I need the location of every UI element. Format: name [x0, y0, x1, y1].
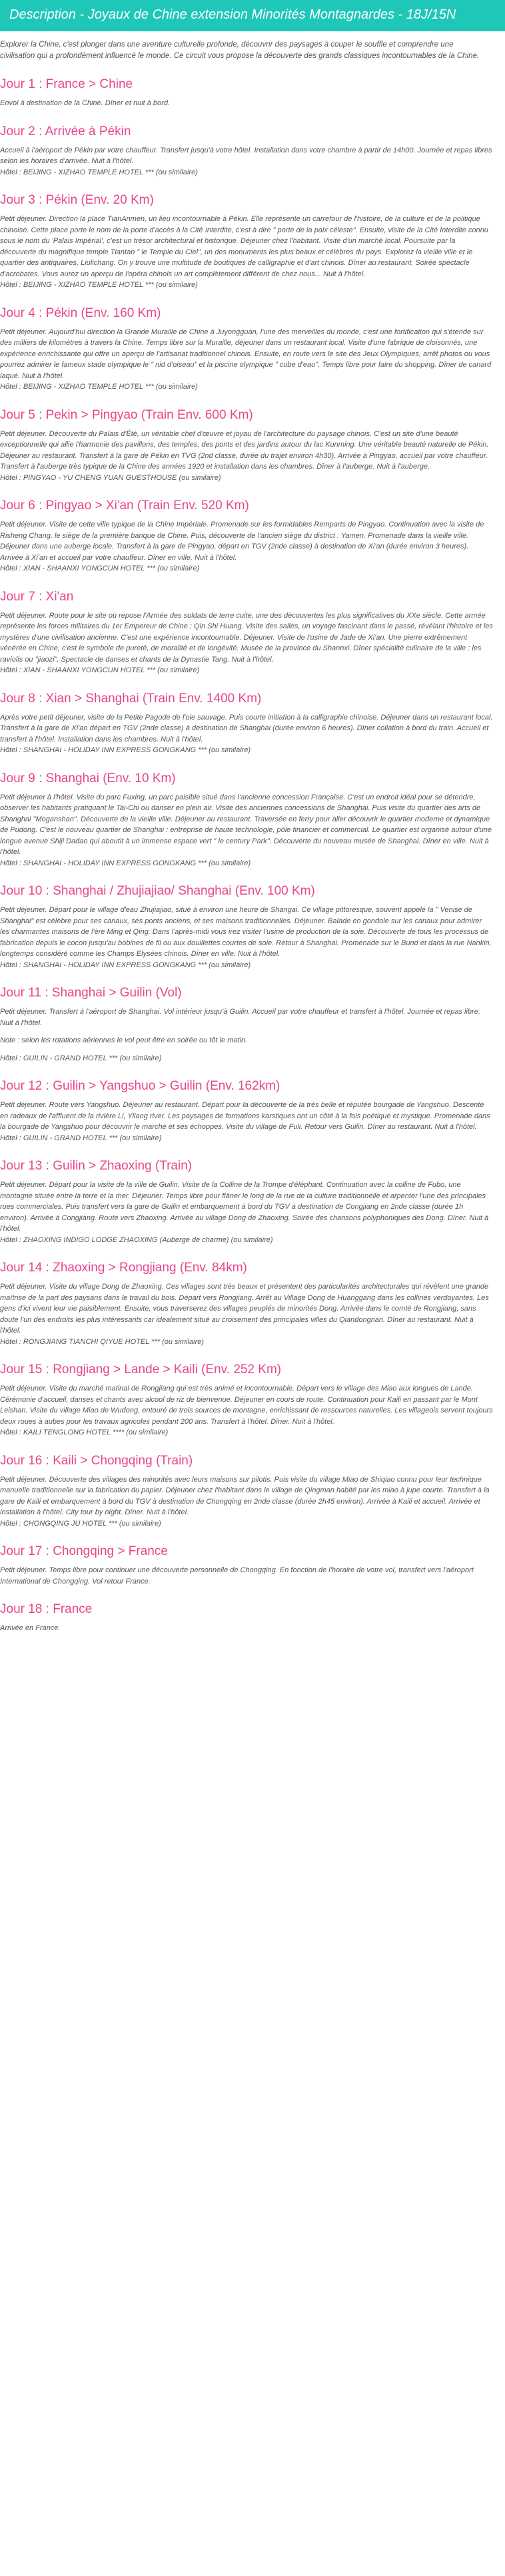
day-heading: Jour 11 : Shanghai > Guilin (Vol)	[0, 986, 182, 1000]
day-text: Petit déjeuner. Visite du marché matinal de Rongjiang qui est très animé et incontournable. Départ vers le village des Miao aux longues de Lande. Cérémonie d'accueil, danses et chants avec alcool de riz de bienvenue. Déjeuner en cours de route. Continuation pour Kaili en passant par le Mont Leishan. Visite du village Miao de Wudong, entouré de trois sources de montagne, enrichissant de ressources naturelles. Les villageois servent toujours deux roues à aubes pour les travaux agricoles pendant 200 ans. Transfert à l'hôtel. Dîner. Nuit à l'hôtel. Hôtel : KAILI TENGLONG HOTEL **** (ou similaire)	[0, 1385, 493, 1436]
day-heading: Jour 16 : Kaili > Chongqing (Train)	[0, 1453, 193, 1468]
day-heading: Jour 17 : Chongqing > France	[0, 1544, 168, 1558]
day-section	[0, 77, 493, 109]
day-text: Petit déjeuner. Visite de cette ville typique de la Chine Impériale. Promenade sur les formidables Remparts de Pingyao. Continuation avec la visite de Risheng Chang, le siège de la première banque de Chine. Puis, découverte de l'ancien siège du district : Yamen. Promenade dans la vieille ville. Déjeuner dans une auberge locale. Transfert à la gare de Pingyao, départ en TGV (2nde classe) à destination de Xi'an (durée environ 3 heures). Arrivée à Xi'an et accueil par votre chauffeur. Dîner en ville. Nuit à l'hôtel. Hôtel : XIAN - SHAANXI YONGCUN HOTEL *** (ou similaire)	[0, 521, 484, 572]
day-heading: Jour 13 : Guilin > Zhaoxing (Train)	[0, 1159, 193, 1173]
day-section	[0, 192, 493, 291]
day-text: Arrivée en France.	[0, 1624, 61, 1632]
day-heading: Jour 3 : Pékin (Env. 20 Km)	[0, 193, 154, 207]
day-heading: Jour 12 : Guilin > Yangshuo > Guilin (Env. 162km)	[0, 1079, 280, 1093]
day-heading: Jour 7 : Xi'an	[0, 589, 74, 604]
day-text: Envol à destination de la Chine. Dîner et nuit à bord.	[0, 99, 170, 107]
day-section	[0, 1260, 493, 1347]
day-section	[0, 883, 493, 970]
day-section	[0, 1544, 493, 1587]
day-section	[0, 1362, 493, 1438]
day-heading: Jour 15 : Rongjiang > Lande > Kaili (Env. 252 Km)	[0, 1363, 282, 1377]
day-text: Petit déjeuner. Départ pour le village d'eau Zhujiajiao, situé à environ une heure de Shangai. Ce village pittoresque, souvent appelé la " Venise de Shanghai" est célèbre pour ses canaux, ses ponts anciens, et ses maisons traditionnelles. Déjeuner. Balade en gondole sur les canaux pour admirer les charmantes maisons de l'ère Ming et Qing. Dans l'après-midi vous irez visiter l'usine de production de la soie. Découverte de tous les processus de fabrication depuis le cocon jusqu'au bobines de fil ou aux douillettes courtes de soie. Retour à Shanghai. Promenade sur le Bund et dans la rue Nankin, longtemps considéré comme les Champs Elysées chinois. Dîner en ville. Nuit à l'hôtel. Hôtel : SHANGHAI - HOLIDAY INN EXPRESS GONGKANG *** (ou similaire)	[0, 906, 492, 969]
day-heading: Jour 5 : Pekin > Pingyao (Train Env. 600 Km)	[0, 407, 253, 422]
day-section	[0, 985, 493, 1064]
day-text: Après votre petit déjeuner, visite de la Petite Pagode de l'oie sauvage. Puis courte initiation à la calligraphie chinoise. Déjeuner dans un restaurant local. Transfert à la gare de Xi'an départ en TGV (2nde classe) à destination de Shanghai (durée environ 6 heures). Dîner collation à bord du train. Accueil et transfert à l'hôtel. Installation dans les chambres. Nuit à l'hôtel. Hôtel : SHANGHAI - HOLIDAY INN EXPRESS GONGKANG *** (ou similaire)	[0, 713, 493, 754]
day-section	[0, 1602, 493, 1634]
day-text: Petit déjeuner à l'hôtel. Visite du parc Fuxing, un parc paisible situé dans l'ancienne concession Française. C'est un endroit idéal pour se détendre, observer les habitants pratiquant le Tai-Chi ou danser en plein air. Visite des anciennes concessions de Shanghai. Puis visite du quartier des arts de Shanghai "Moganshan". Découverte de la vieille ville. Déjeuner au restaurant. Traversée en ferry pour aller découvrir le quartier moderne et dynamique de Pudong. C'est le nouveau quartier de Shanghai : entreprise de haute technologie, pôle financier et commercial. Le quartier est organisé autour d'une longue avenue Shiji Dadao qui aboutit à un immense espace vert " le century Park". Découverte du nouveau musée de Shanghai. Dîner en ville. Nuit à l'hôtel. Hôtel : SHANGHAI - HOLIDAY INN EXPRESS GONGKANG *** (ou similaire)	[0, 793, 492, 867]
day-text: Petit déjeuner. Aujourd'hui direction la Grande Muraille de Chine à Juyongguan, l'une des merveilles du monde, c'est une fortification qui s'étende sur des milliers de kilomètres à travers la Chine. Temps libre sur la Muraille, déjeuner dans un restaurant local. Visite d'une fabrique de cloisonnés, une expérience enrichissante qui offre un aperçu de l'artisanat traditionnel chinois. Ensuite, en route vers le site des Jeux Olympiques, arrêt photos ou vous pourrez admirer le fameux stade olympique le " nid d'oiseau" et la piscine olympique " cube d'eau". Temps libre pour faire du shopping. Dîner de canard laqué. Nuit à l'hôtel. Hôtel : BEIJING - XIZHAO TEMPLE HOTEL *** (ou similaire)	[0, 327, 492, 391]
day-section	[0, 1158, 493, 1245]
page-title: Description - Joyaux de Chine extension Minorités Montagnardes - 18J/15N	[9, 7, 456, 22]
day-section	[0, 306, 493, 393]
day-hotel: Hôtel : GUILIN - GRAND HOTEL *** (ou similaire)	[0, 1054, 162, 1062]
day-section	[0, 498, 493, 574]
day-heading: Jour 6 : Pingyao > Xi'an (Train Env. 520 Km)	[0, 499, 249, 513]
day-text: Petit déjeuner. Découverte des villages des minorités avec leurs maisons sur pilotis. Puis visite du village Miao de Shiqiao connu pour leur technique manuelle traditionnelle sur la fabrication du papier. Déjeuner chez l'habitant dans le village de Qingman habité par les miao à jupe courte. Transfert à la gare de Kaili et embarquement à bord du TGV à destination de Chongqing en 2nde classe (durée 2h45 environ). Arrivée à Kaili et accueil. Arrivée et installation à l'hôtel. City tour by night. Dîner. Nuit à l'hôtel. Hôtel : CHONGQING JU HOTEL *** (ou similaire)	[0, 1475, 490, 1528]
day-section	[0, 1453, 493, 1530]
day-heading: Jour 18 : France	[0, 1602, 93, 1616]
day-text: Petit déjeuner. Direction la place TianAnmen, un lieu incontournable à Pékin. Elle représente un carrefour de l'histoire, de la culture et de la politique chinoise. Cette place porte le nom de la porte d'accès à la Cité Interdite, c'est à dire " porte de la paix céleste". Ensuite, visite de la Cité Interdite connu sous le nom du 'Palais Impérial', c'est un trésor architectural et historique. Déjeuner chez l'habitant. Visite d'un marché local. Poursuite par la découverte du magnifique temple Tiantan " le Temple du Ciel", un des monuments les plus beaux et célèbres du pays. Explorez la vieille ville et le quartier des antiquaires, Liulichang. On y trouve une multitude de boutiques de calligraphie et d'art chinois. Dîner au restaurant. Soirée spectacle d'acrobates. Vous aurez un aperçu de l'opéra chinois un art complètement différent de chez nous... Nuit à l'hôtel. Hôtel : BEIJING - XIZHAO TEMPLE HOTEL *** (ou similaire)	[0, 215, 488, 289]
day-section	[0, 691, 493, 756]
day-section	[0, 1078, 493, 1144]
day-heading: Jour 2 : Arrivée à Pékin	[0, 124, 131, 138]
day-section	[0, 771, 493, 869]
day-heading: Jour 4 : Pékin (Env. 160 Km)	[0, 306, 161, 320]
day-text: Petit déjeuner. Transfert à l'aéroport de Shanghai. Vol intérieur jusqu'à Guilin. Accueil par votre chauffeur et transfert à l'hôtel. Journée et repas libre. Nuit à l'hôtel.	[0, 1008, 480, 1027]
day-heading: Jour 1 : France > Chine	[0, 77, 133, 91]
day-section	[0, 124, 493, 178]
day-text: Accueil à l'aéroport de Pékin par votre chauffeur. Transfert jusqu'à votre hôtel. Installation dans votre chambre à partir de 14h00. Journée et repas libres selon les horaires d'arrivée. Nuit à l'hôtel. Hôtel : BEIJING - XIZHAO TEMPLE HOTEL *** (ou similaire)	[0, 146, 492, 176]
day-heading: Jour 8 : Xian > Shanghai (Train Env. 1400 Km)	[0, 691, 262, 706]
day-heading: Jour 9 : Shanghai (Env. 10 Km)	[0, 771, 176, 785]
title-banner	[0, 0, 505, 31]
days-list	[0, 77, 493, 1634]
itinerary-content	[0, 39, 505, 1634]
day-section	[0, 589, 493, 676]
day-note: Note : selon les rotations aériennes le vol peut être en soirée ou tôt le matin.	[0, 1036, 248, 1044]
day-text: Petit déjeuner. Départ pour la visite de la ville de Guilin. Visite de la Colline de la Trompe d'éléphant. Continuation avec la colline de Fubo, une montagne située entre la terre et la mer. Déjeuner. Temps libre pour flâner le long de la rue de la culture traditionnelle et arpenter l'une des principales rues commerciales. Puis transfert vers la gare de Guilin et embarquement à bord du TGV à destination de Congjiang en 2nde classe (durée 1h environ). Arrivée à Congjiang. Route vers Zhaoxing. Arrivée au village Dong de Zhaoxing. Soirée des chansons polyphoniques des Dong. Dîner. Nuit à l'hôtel. Hôtel : ZHAOXING INDIGO LODGE ZHAOXING (Auberge de charme) (ou similaire)	[0, 1181, 489, 1244]
day-text: Petit déjeuner. Temps libre pour continuer une découverte personnelle de Chongqing. En fonction de l'horaire de votre vol, transfert vers l'aéroport International de Chongqing. Vol retour France.	[0, 1566, 474, 1586]
day-section	[0, 407, 493, 484]
day-text: Petit déjeuner. Route vers Yangshuo. Déjeuner au restaurant. Départ pour la découverte de la très belle et réputée bourgade de Yangshuo. Descente en radeaux de l'affluent de la rivière Li, Yilang river. Les paysages de formations karstiques ont un côté à la fois poétique et mystique. Promenade dans la bourgade de Yangshuo pour découvrir le marché et ses échoppes. Visite du village de Fuli. Retour vers Guilin. Dîner au restaurant. Nuit à l'hôtel. Hôtel : GUILIN - GRAND HOTEL *** (ou similaire)	[0, 1101, 490, 1142]
day-text: Petit déjeuner. Route pour le site où repose l'Armée des soldats de terre cuite, une des découvertes les plus significatives du XXe siècle. Cette armée représente les forces militaires du 1er Empereur de Chine : Qin Shi Huang. Visite des salles, un voyage fascinant dans le passé, révélant l'histoire et les mystères d'une civilisation ancienne. C'est une expérience incontournable. Déjeuner. Visite de l'usine de Jade de Xi'an. Une pierre extrêmement vénérée en Chine, c'est le symbole de pureté, de moralité et de longévité. Musée de la province du Shannxi. Dîner spécialité culinaire de la ville : les raviolis ou "jiaozi". Spectacle de danses et chants de la Dynastie Tang. Nuit à l'hôtel. Hôtel : XIAN - SHAANXI YONGCUN HOTEL *** (ou similaire)	[0, 611, 493, 674]
day-heading: Jour 14 : Zhaoxing > Rongjiang (Env. 84km)	[0, 1261, 247, 1275]
day-text: Petit déjeuner. Visite du village Dong de Zhaoxing. Ces villages sont très beaux et présentent des particularités architecturales qui révèlent une grande maîtrise de la part des paysans dans le travail du bois. Départ vers Rongjiang. Arrêt au Village Dong de Huanggang dans les collines verdoyantes. Les gens d'ici vivent leur vie paisiblement. Ensuite, vous traverserez des villages peuplés de minorités Dong. Arrivée dans le comté de Rongjiang, sans doute l'un des endroits les plus intéressants car idéalement situé au croisement des principales villes du Qiandongnan. Dîner au restaurant. Nuit à l'hôtel. Hôtel : RONGJIANG TIANCHI QIYUE HOTEL *** (ou similaire)	[0, 1283, 489, 1346]
day-text: Petit déjeuner. Découverte du Palais d'Été, un véritable chef d'œuvre et joyau de l'architecture du paysage chinois. C'est un site d'une beauté exceptionnelle qui allie l'harmonie des pavillons, des temples, des ponts et des jardins autour du lac Kunming. Une véritable beauté naturelle de Pékin. Déjeuner au restaurant. Transfert à la gare de Pékin en TVG (2nd classe, durée du trajet environ 4h30). Arrivée à Pingyao, accueil par votre chauffeur. Transfert à l'auberge très typique de la Chine des années 1920 et installation dans les chambres. Dîner à l'auberge. Nuit à l'auberge. Hôtel : PINGYAO - YU CHENG YUAN GUESTHOUSE (ou similaire)	[0, 429, 489, 482]
intro-text: Explorer la Chine, c'est plonger dans une aventure culturelle profonde, découvrir des paysages à couper le souffle et comprendre une civilisation qui a profondément influencé le monde. Ce circuit vous propose la découverte des grands classiques incontournables de la Chine.	[0, 41, 480, 60]
day-heading: Jour 10 : Shanghai / Zhujiajiao/ Shanghai (Env. 100 Km)	[0, 884, 315, 898]
